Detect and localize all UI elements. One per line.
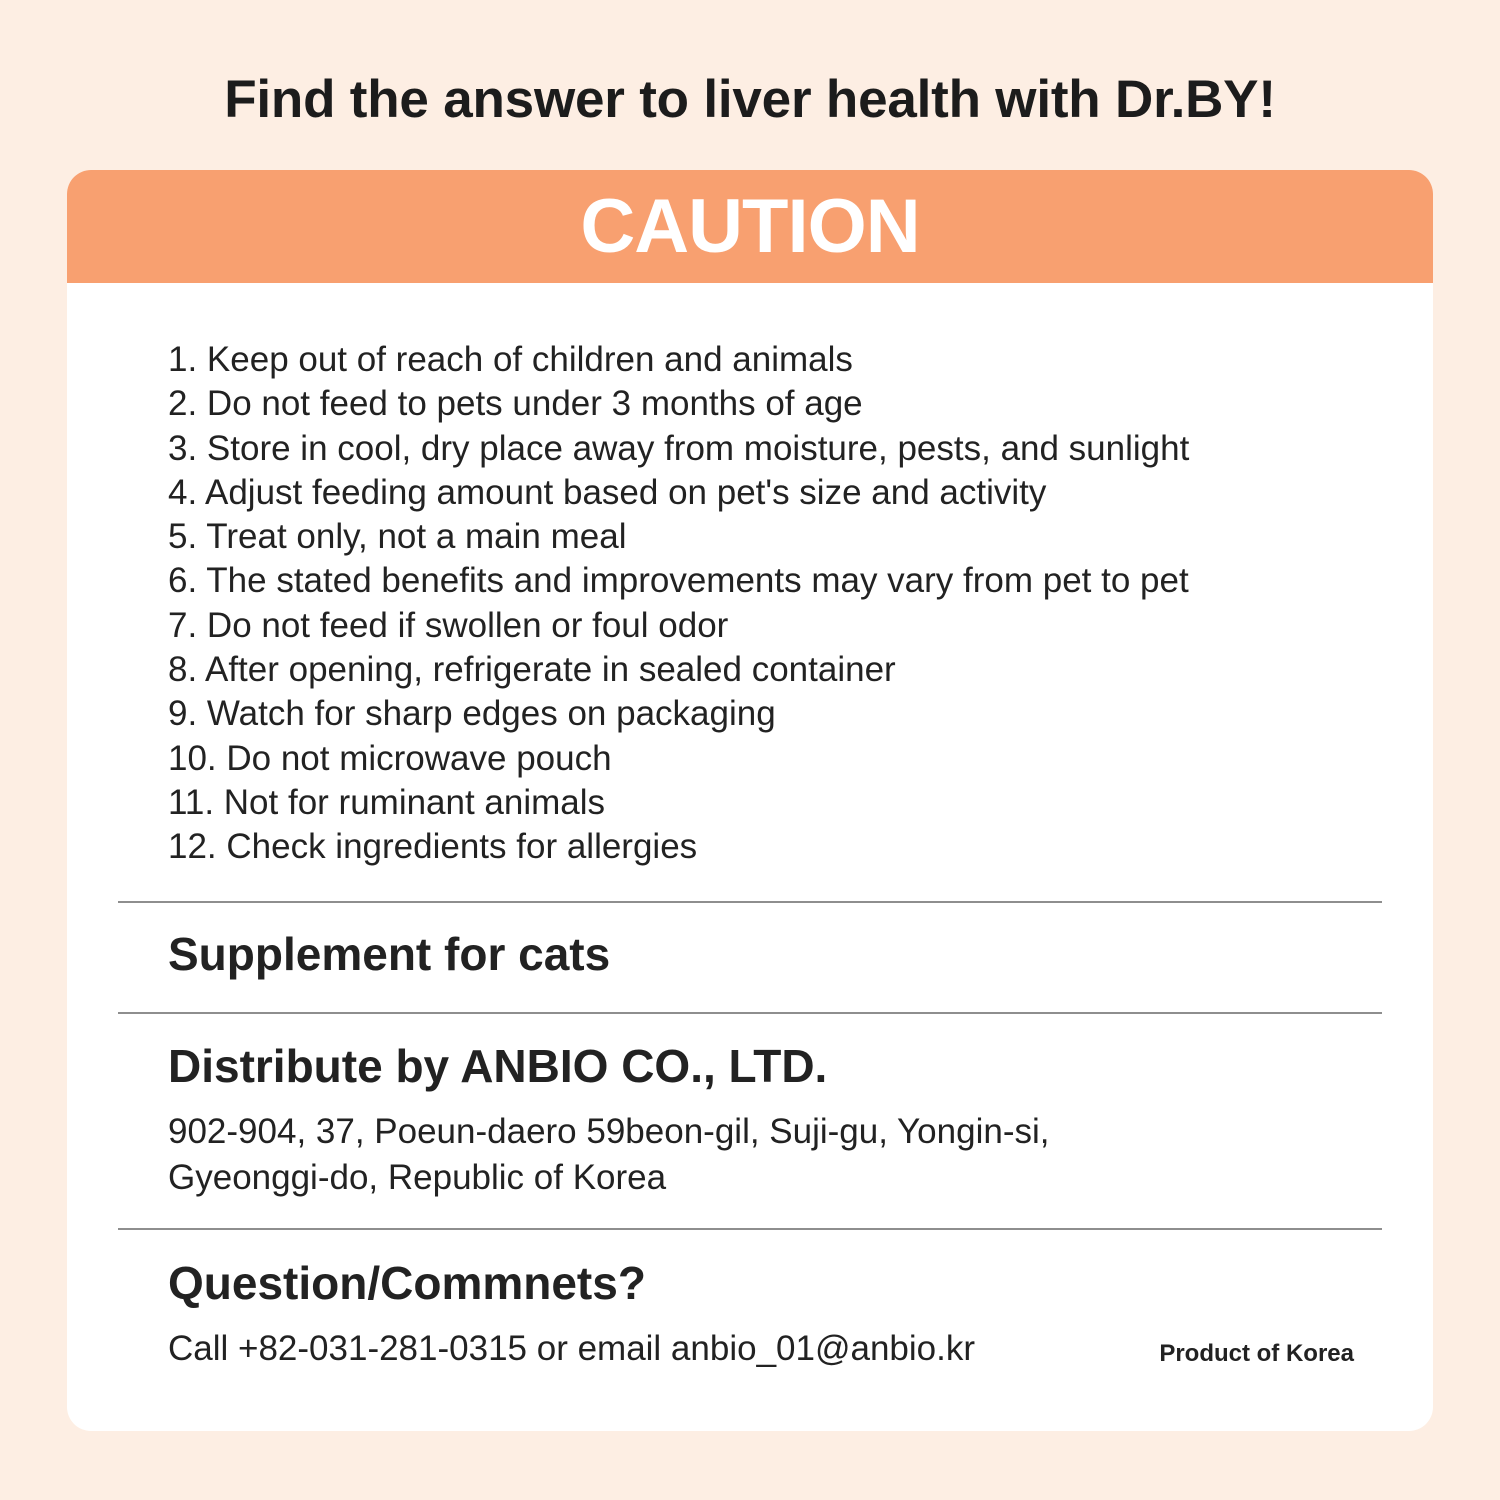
caution-item: 12. Check ingredients for allergies xyxy=(168,827,698,867)
section-divider xyxy=(118,1012,1382,1014)
caution-item: 7. Do not feed if swollen or foul odor xyxy=(168,605,729,645)
caution-item: 1. Keep out of reach of children and animals xyxy=(168,340,853,379)
distributor-address-line2: Gyeonggi-do, Republic of Korea xyxy=(168,1158,667,1197)
distributor-address-line1: 902-904, 37, Poeun-daero 59beon-gil, Suji-gu, Yongin-si, xyxy=(168,1112,1050,1151)
caution-item: 9. Watch for sharp edges on packaging xyxy=(168,694,776,734)
caution-list xyxy=(168,338,1189,870)
section-divider xyxy=(118,901,1382,903)
caution-item: 4. Adjust feeding amount based on pet's size and activity xyxy=(168,472,1047,512)
caution-item: 2. Do not feed to pets under 3 months of age xyxy=(168,384,863,424)
caution-item: 11. Not for ruminant animals xyxy=(168,782,606,822)
caution-item: 3. Store in cool, dry place away from moisture, pests, and sunlight xyxy=(168,428,1190,468)
caution-item: 5. Treat only, not a main meal xyxy=(168,517,627,557)
distributor-heading: Distribute by ANBIO CO., LTD. xyxy=(168,1040,828,1092)
caution-item: 8. After opening, refrigerate in sealed container xyxy=(168,650,896,690)
product-type-heading: Supplement for cats xyxy=(168,928,611,980)
caution-card xyxy=(67,170,1433,1431)
caution-header xyxy=(67,170,1433,283)
caution-item: 10. Do not microwave pouch xyxy=(168,738,612,778)
section-divider xyxy=(118,1228,1382,1230)
caution-item: 6. The stated benefits and improvements may vary from pet to pet xyxy=(168,561,1189,601)
contact-heading: Question/Commnets? xyxy=(168,1257,646,1309)
page-headline: Find the answer to liver health with Dr.BY! xyxy=(224,70,1276,129)
origin-label: Product of Korea xyxy=(1159,1340,1354,1367)
contact-info: Call +82-031-281-0315 or email anbio_01@anbio.kr xyxy=(168,1329,976,1368)
caution-title: CAUTION xyxy=(580,184,920,269)
